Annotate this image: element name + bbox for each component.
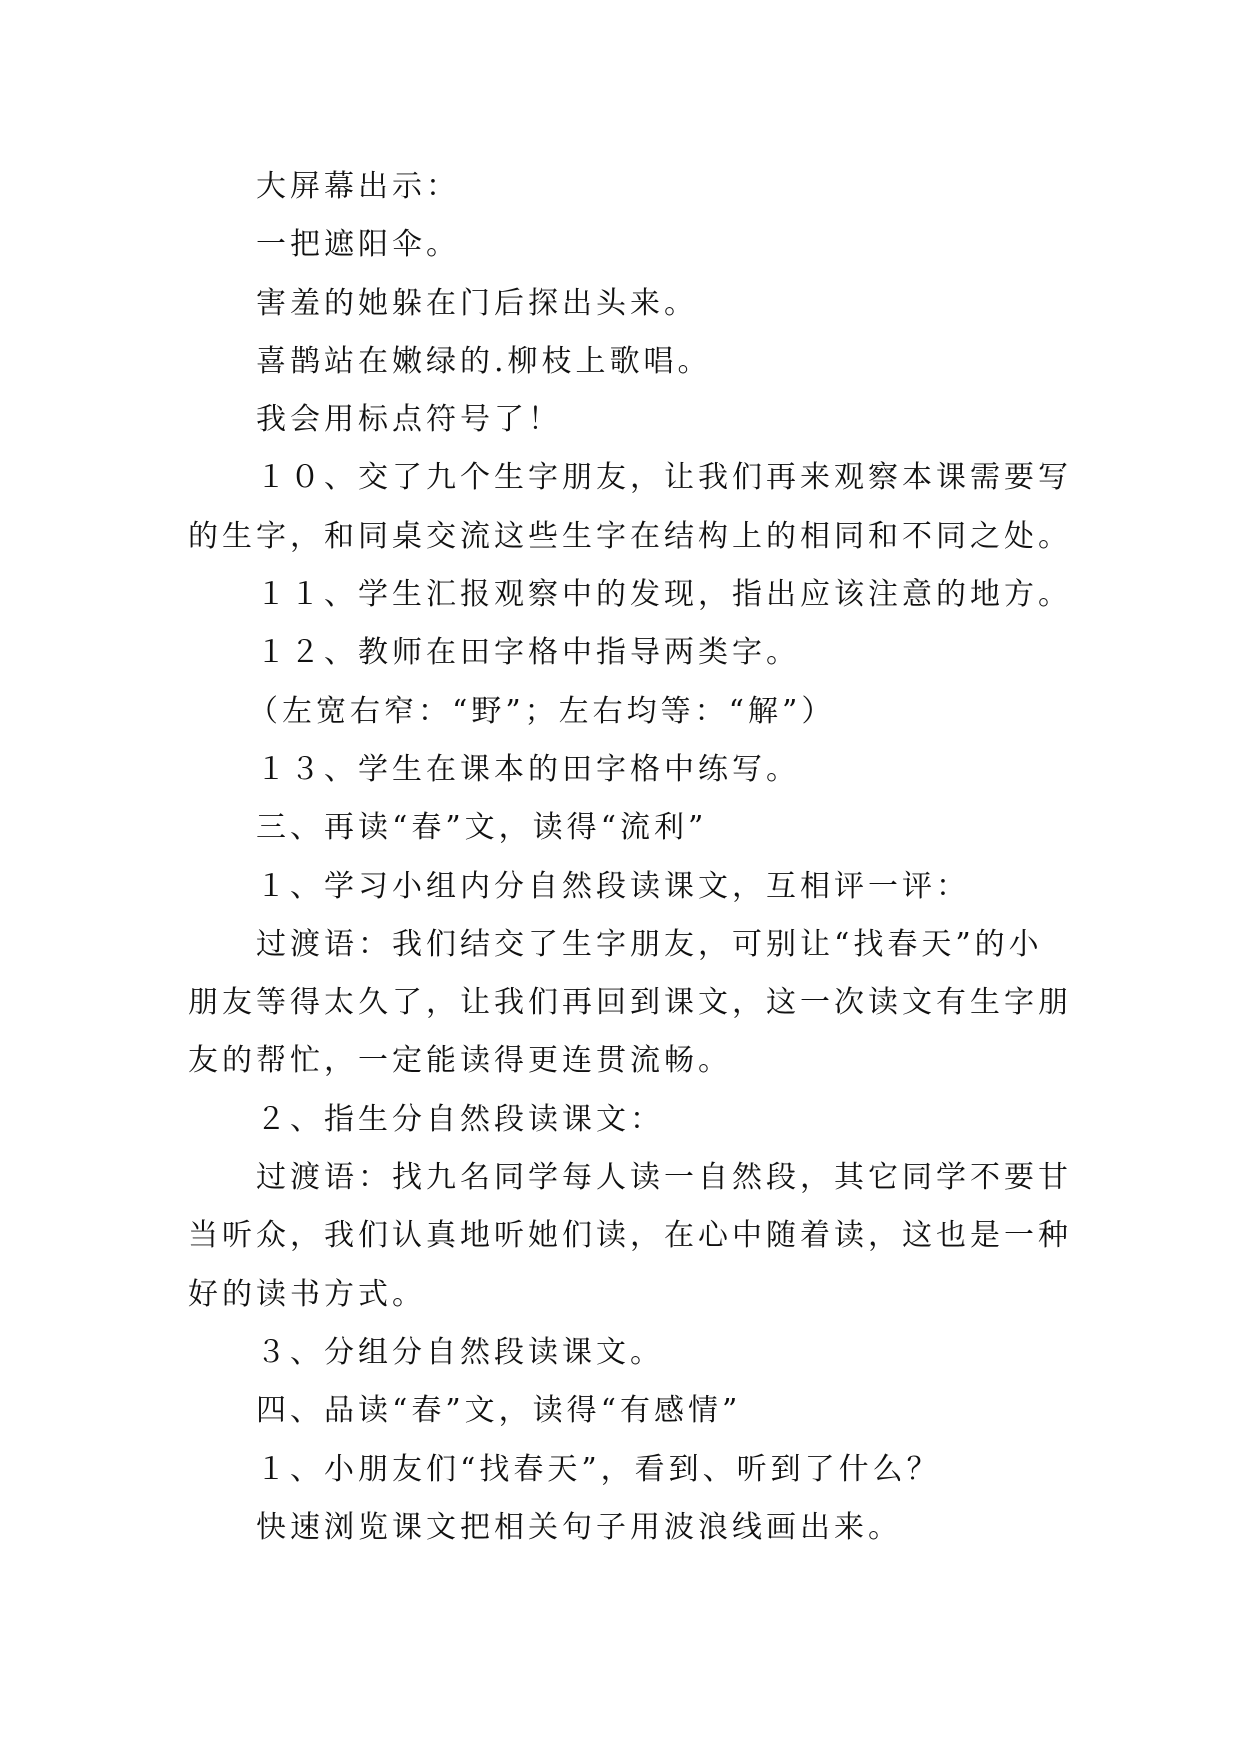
text-line: （左宽右窄：“野”；左右均等：“解”） [248,693,836,729]
text-line: 一把遮阳伞。 [256,227,460,263]
text-line: ２、指生分自然段读课文： [256,1101,664,1137]
section-heading: 四、品读“春”文，读得“有感情” [256,1393,742,1429]
text-line: 快速浏览课文把相关句子用波浪线画出来。 [256,1509,902,1545]
text-line: 我会用标点符号了！ [256,402,562,438]
text-line: １、小朋友们“找春天”，看到、听到了什么？ [256,1451,941,1487]
text-line: 朋友等得太久了，让我们再回到课文，这一次读文有生字朋 [188,985,1072,1021]
text-line: １２、教师在田字格中指导两类字。 [256,635,800,671]
text-line: １３、学生在课本的田字格中练写。 [256,751,800,787]
text-line: １０、交了九个生字朋友，让我们再来观察本课需要写 [256,460,1072,496]
text-line: 喜鹊站在嫩绿的.柳枝上歌唱。 [256,343,712,379]
document-body [188,158,1072,1557]
text-line: 友的帮忙，一定能读得更连贯流畅。 [188,1043,732,1079]
text-line: 过渡语：找九名同学每人读一自然段，其它同学不要甘 [256,1160,1072,1196]
text-line: 过渡语：我们结交了生字朋友，可别让“找春天”的小 [256,926,1043,962]
text-line: 当听众，我们认真地听她们读，在心中随着读，这也是一种 [188,1218,1072,1254]
text-line: １１、学生汇报观察中的发现，指出应该注意的地方。 [256,577,1072,613]
text-line: 好的读书方式。 [188,1276,426,1312]
text-line: 害羞的她躲在门后探出头来。 [256,285,698,321]
text-line: ３、分组分自然段读课文。 [256,1334,664,1370]
text-line: 的生字，和同桌交流这些生字在结构上的相同和不同之处。 [188,518,1072,554]
text-line: 大屏幕出示： [256,169,460,204]
section-heading: 三、再读“春”文，读得“流利” [256,810,708,846]
text-line: １、学习小组内分自然段读课文，互相评一评： [256,868,970,904]
